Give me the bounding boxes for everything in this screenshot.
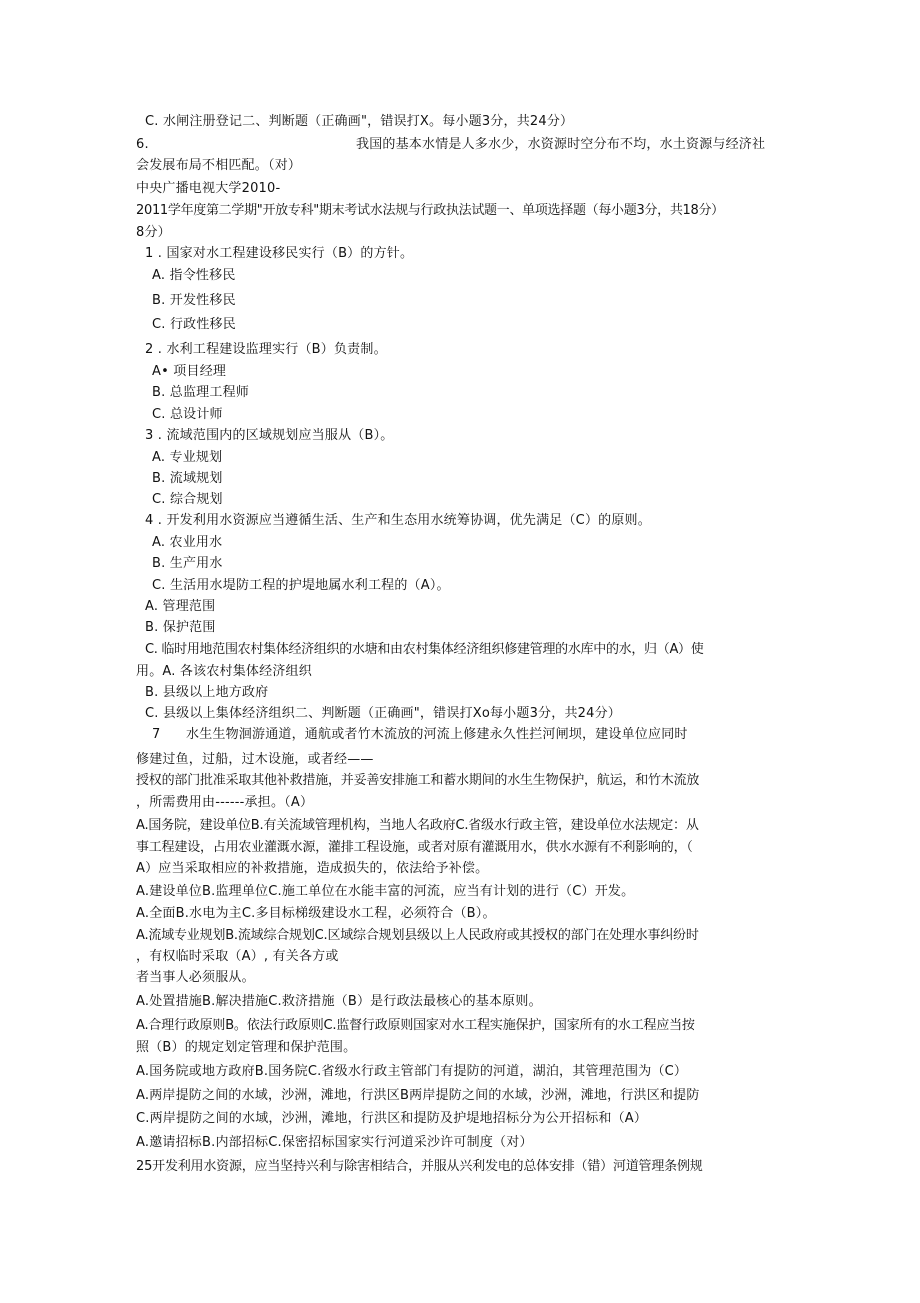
text-line: A.邀请招标B.内部招标C.保密招标国家实行河道采沙许可制度（对） (136, 1135, 533, 1150)
option: A. 农业用水 (152, 535, 223, 550)
text-line: 中央广播电视大学2010- (136, 181, 281, 196)
text-line: ，有权临时采取（A）, 有关各方或 (136, 949, 339, 964)
text-line: A.合理行政原则B。依法行政原则C.监督行政原则国家对水工程实施保护，国家所有的水工程应当按 (136, 1018, 695, 1033)
text-line: ，所需费用由------承担。（A） (136, 795, 314, 810)
option: B. 县级以上地方政府 (145, 685, 269, 700)
text-line: C. 水闸注册登记二、判断题（正确画"，错误打X。每小题3分，共24分） (145, 114, 574, 129)
option: C. 总设计师 (152, 407, 223, 422)
text-line: 事工程建设，占用农业灌溉水源，灌排工程设施，或者对原有灌溉用水，供水水源有不利影响的，（ (136, 840, 693, 855)
text-line: 6. (136, 137, 149, 152)
question-3: 3 . 流域范围内的区域规划应当服从（B）。 (145, 428, 394, 443)
text-line: 用。A. 各该农村集体经济组织 (136, 664, 312, 679)
option: A. 指令性移民 (152, 268, 236, 283)
text-line: 25开发利用水资源，应当坚持兴利与除害相结合，并服从兴利发电的总体安排（错）河道管理条例规 (136, 1159, 703, 1174)
question-2: 2 . 水利工程建设监理实行（B）负责制。 (145, 342, 387, 357)
text-line: A.处置措施B.解决措施C.救济措施（B）是行政法最核心的基本原则。 (136, 994, 542, 1009)
option: C. 综合规划 (152, 492, 223, 507)
text-line: C. 临时用地范围农村集体经济组织的水塘和由农村集体经济组织修建管理的水库中的水，归（A）使 (145, 642, 704, 657)
text-line: 我国的基本水情是人多水少，水资源时空分布不均，水土资源与经济社 (356, 137, 766, 152)
option: A• 项目经理 (152, 364, 227, 379)
text-line: A.建设单位B.监理单位C.施工单位在水能丰富的河流，应当有计划的进行（C）开发。 (136, 884, 635, 899)
text-line: A）应当采取相应的补救措施，造成损失的，依法给予补偿。 (136, 861, 489, 876)
text-line: A.两岸提防之间的水域，沙洲，滩地，行洪区B两岸提防之间的水域，沙洲，滩地，行洪区和提防 (136, 1088, 700, 1103)
text-line: 修建过鱼，过船，过木设施，或者经—— (136, 752, 374, 767)
text-line: C.两岸提防之间的水域，沙洲，滩地，行洪区和提防及护堤地招标分为公开招标和（A） (136, 1111, 648, 1126)
option: C. 生活用水堤防工程的护堤地属水利工程的（A）。 (152, 578, 450, 593)
option: A. 专业规划 (152, 450, 223, 465)
text-line: A.全面B.水电为主C.多目标梯级建设水工程，必须符合（B）。 (136, 906, 496, 921)
question-number: 7 (152, 727, 161, 742)
text-line: C. 县级以上集体经济组织二、判断题（正确画"，错误打Xo每小题3分，共24分） (145, 706, 621, 721)
option: C. 行政性移民 (152, 317, 236, 332)
text-line: 会发展布局不相匹配。（对） (136, 158, 302, 173)
text-line: 照（B）的规定划定管理和保护范围。 (136, 1040, 357, 1055)
text-line: 水生生物洄游通道，通航或者竹木流放的河流上修建永久性拦河闸坝，建设单位应同时 (186, 727, 688, 742)
option: B. 开发性移民 (152, 293, 236, 308)
option: B. 流域规划 (152, 471, 223, 486)
text-line: 者当事人必须服从。 (136, 970, 255, 985)
option: B. 总监理工程师 (152, 385, 249, 400)
option: B. 生产用水 (152, 556, 223, 571)
text-line: 授权的部门批准采取其他补救措施，并妥善安排施工和蓄水期间的水生生物保护，航运，和竹木流放 (136, 773, 700, 788)
question-1: 1 . 国家对水工程建设移民实行（B）的方针。 (145, 246, 414, 261)
question-4: 4 . 开发利用水资源应当遵循生活、生产和生态用水统筹协调，优先满足（C）的原则。 (145, 513, 651, 528)
text-line: 2011学年度第二学期"开放专科"期末考试水法规与行政执法试题一、单项选择题（每小题3分，共18分） (136, 203, 724, 218)
option: B. 保护范围 (145, 620, 216, 635)
text-line: A.国务院或地方政府B.国务院C.省级水行政主管部门有提防的河道，湖泊，其管理范围为（C） (136, 1064, 688, 1079)
text-line: A.国务院，建设单位B.有关流域管理机构，当地人名政府C.省级水行政主管，建设单位水法规定：从 (136, 818, 699, 833)
text-line: A.流域专业规划B.流域综合规划C.区域综合规划县级以上人民政府或其授权的部门在处理水事纠纷时 (136, 928, 699, 943)
text-line: 8分） (136, 225, 171, 240)
option: A. 管理范围 (145, 599, 216, 614)
